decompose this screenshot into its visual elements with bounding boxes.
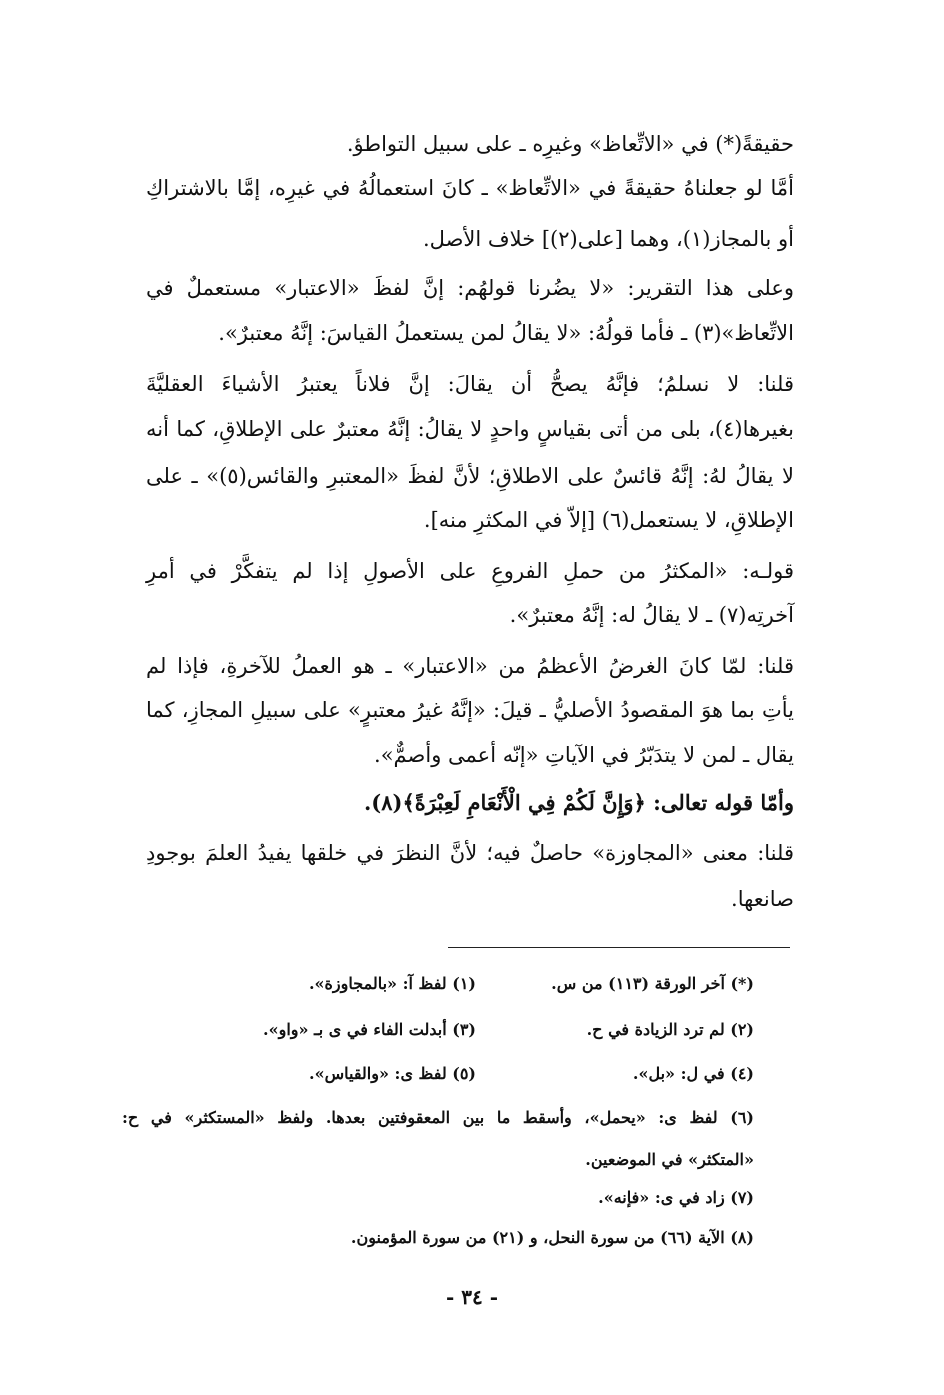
- body-line: أمَّا لو جعلناهُ حقيقةً في «الاتِّعاظ» ـ كانَ استعمالُهُ في غيرِه، إمَّا بالاشتراكِ: [146, 176, 794, 200]
- body-line: وعلى هذا التقرير: «لا يضُرنا قولهُم: إنَّ لفظَ «الاعتبار» مستعملٌ في: [146, 276, 794, 300]
- footnote: (٧) زاد في ى: «فإنه».: [598, 1188, 754, 1207]
- quran-verse-line: وأمّا قوله تعالى: ﴿وَإِنَّ لَكُمْ فِي الْأَنْعَامِ لَعِبْرَةً﴾(٨).: [363, 790, 794, 815]
- body-line: قولـه: «المكثرُ من حملِ الفروعِ على الأصولِ إذا لم يتفكَّرْ في أمرِ: [146, 559, 794, 583]
- body-line: الاتِّعاظ»(٣) ـ فأما قولُهُ: «لا يقالُ لمن يستعملُ القياسَ: إنَّهُ معتبرٌ».: [218, 321, 794, 345]
- body-line: يقال ـ لمن لا يتدَبّرُ في الآياتِ «إنّه أعمى وأصمٌّ».: [374, 743, 794, 767]
- footnote-separator: [448, 947, 790, 948]
- body-line: قلنا: لمّا كانَ الغرضُ الأعظمُ من «الاعتبار» ـ هو العملُ للآخرةِ، فإذا لم: [146, 654, 794, 678]
- body-line: الإطلاقِ، لا يستعمل(٦) [إلاّ في المكثرِ منه].: [423, 508, 794, 532]
- footnote: «المتكثر» في الموضعين.: [585, 1150, 754, 1169]
- body-line: لا يقالُ لهُ: إنَّهُ قائسٌ على الاطلاقِ؛ لأنَّ لفظَ «المعتبرِ والقائس(٥)» ـ على: [146, 464, 795, 488]
- footnote: (٢) لم ترد الزيادة في ح.: [586, 1020, 754, 1039]
- footnote: (٣) أبدلت الفاء في ى بـ «واو».: [263, 1020, 476, 1039]
- body-line: صانعها.: [731, 887, 794, 911]
- body-line: قلنا: لا نسلمُ؛ فإنَّهُ يصحُّ أن يقالَ: إنَّ فلاناً يعتبرُ الأشياءَ العقليَّةَ: [146, 372, 794, 396]
- body-line: آخرتِه(٧) ـ لا يقالُ له: إنَّهُ معتبرٌ».: [509, 603, 794, 627]
- body-line: قلنا: معنى «المجاوزة» حاصلٌ فيه؛ لأنَّ النظرَ في خلقها يفيدُ العلمَ بوجودِ: [146, 841, 794, 865]
- footnote: (٦) لفظ ى: «يحمل»، وأسقط ما بين المعقوفتين بعدها. ولفظ «المستكثر» في ح:: [122, 1108, 754, 1127]
- body-line: بغيرها(٤)، بلى من أتى بقياسٍ واحدٍ لا يقالُ: إنَّهُ معتبرٌ على الإطلاقِ، كما أنه: [146, 417, 794, 441]
- body-line: حقيقةً(*) في «الاتِّعاظ» وغيرِه ـ على سبيل التواطؤ.: [346, 132, 794, 156]
- footnote: (١) لفظ آ: «بالمجاوزة».: [308, 974, 476, 993]
- footnote: (٤) في ل: «بل».: [632, 1064, 754, 1083]
- page-number: - ٣٤ -: [445, 1285, 498, 1309]
- footnote: (٥) لفظ ى: «والقياس».: [309, 1064, 476, 1083]
- body-line: يأتِ بما هوَ المقصودُ الأصليُّ ـ قيلَ: «إنَّهُ غيرُ معتبرٍ» على سبيلِ المجازِ، كما: [146, 698, 794, 722]
- body-line: أو بالمجاز(١)، وهما [على(٢)] خلاف الأصل.: [423, 227, 794, 251]
- footnote: (٨) الآية (٦٦) من سورة النحل، و (٢١) من سورة المؤمنون.: [350, 1228, 754, 1247]
- footnote: (*) آخر الورقة (١١٣) من س.: [551, 974, 754, 993]
